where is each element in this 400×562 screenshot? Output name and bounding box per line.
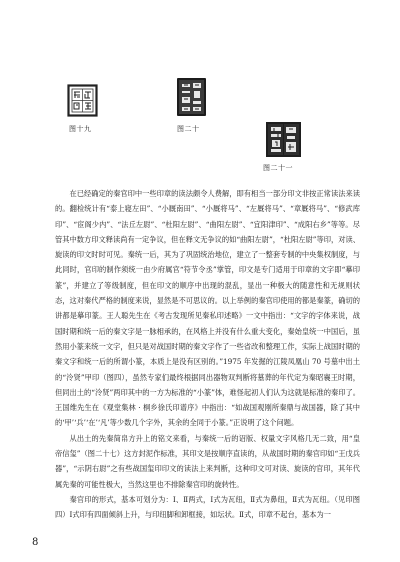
body-text — [55, 186, 360, 523]
figure-21-caption: 图二十一 — [263, 164, 293, 172]
figure-20-seal-image — [176, 77, 207, 117]
paragraph-3: 秦官印的形式，基本可划分为：Ⅰ、Ⅱ两式，Ⅰ式为瓦纽，Ⅱ式为鼻纽，Ⅱ式为瓦纽。（见印图四）Ⅰ式印有四面倾斜上升，与印纽脚和卸框接，如坛状。Ⅱ式，印章不起台，基本为一 — [55, 494, 360, 520]
paragraph-1: 在已经确定的秦官印中一些印章的读法颇令人费解，即有相当一部分印文非按正常读法来读的。翻检统计有“泰上寝左田”、“小厩南田”、“小厩将马”、“左厩将马”、“章厩将马”、“修武库印”、“宦阁少内”、“法丘左尉”、“杜阳左尉”、“曲阳左尉”、“宜阳津印”、“成阳右乡”等等。尽管其中数方印文释读尚有一定争议，但在释文无争议的如“曲阳左尉”，“杜阳左尉”等印，对读、旋读的印文时时可见。秦统一后，其为了巩固统治地位，建立了一整套专制的中央集权制度，与此同时，官印的制作须统一由少府属官“符节令丞”掌管，印文是专门适用于印章的文字即“摹印篆”，并建立了等级制度，但在印文的顺序中出现的混乱，显出一种极大的随意性和无规则状态，这对秦代严格的制度来说，显然是不可思议的。以上举例的秦官印使用的都是秦篆，确切的讲都是摹印篆。王人聪先生在《考古发现所见秦私印述略》一文中指出：“文字的字体来说，战国时期和统一后的秦文字是一脉相承的，在风格上并没有什么重大变化，秦始皇统一中国后，虽然用小篆来统一文字，但只是对战国时期的秦文字作了一些省改和整理工作，实际上战国时期的秦文字和统一后的所谓小篆，本质上是没有区别的。”1975 年发掘的江陵凤凰山 70 号墓中出土的“泠贤”甲印（图四），虽然专家们最终根据同出器物双判断将墓葬的年代定为秦昭襄王时期，但同出土的“泠贤”两印其中的一方为标准的“小篆”体，难怪起初人们认为这就是标准的秦印了。王国维先生在《观堂集林 · 桐乡徐氏印谱序》中指出：“如战国观刚所秦鼎与战国器，除了其中的‘甲’‘兵’‘在’‘凡’等少数几个字外，其余的全同于小篆。”正说明了这个问题。 — [55, 189, 360, 428]
paragraph-2: 从出土的先秦简帛方升上的铭文来看，与秦统一后的诏版、权量文字风格几无二致，用“皇帝信玺”（图二十七）这方封泥作标准，其印文是按顺序直读的，从战国时期的秦官印如“王戊兵器”，“示阴右尉”之有些战国玺印印文的读法上来判断，这种印文可对读、旋读的官印，其年代属先秦的可能性极大，当然这里也不排除秦官印的旋转性。 — [55, 433, 360, 489]
figure-21-seal-image — [265, 121, 302, 158]
page-number: 8 — [32, 537, 39, 548]
figure-19-caption: 图十九 — [69, 125, 92, 133]
figure-19-seal-image — [67, 84, 98, 117]
figure-20-caption: 图二十 — [177, 125, 200, 133]
